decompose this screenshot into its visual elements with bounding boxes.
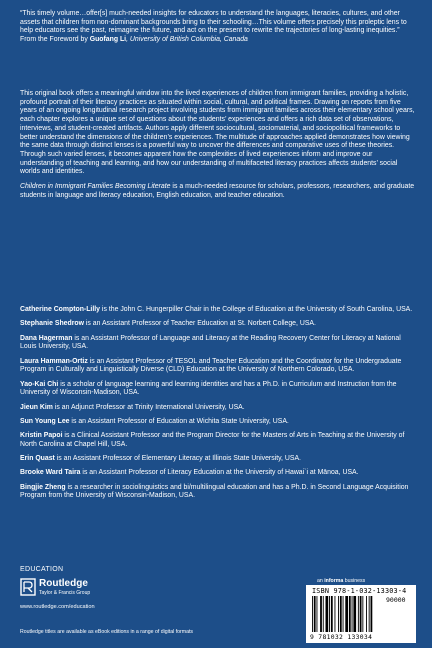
author-bio-text: is an Assistant Professor of Language and Literacy at the Reading Recovery Center for Literacy at National Louis University, USA. [20, 334, 401, 351]
author-name: Laura Hamman-Ortiz [20, 357, 88, 365]
barcode-bar [326, 596, 329, 632]
author-bio [20, 432, 416, 449]
author-bio-text: is a scholar of language learning and learning identities and has a Ph.D. in Curriculum and Instruction from the University of Wisconsin-Madison, USA. [20, 380, 397, 397]
barcode-bar [362, 596, 363, 632]
author-bio [20, 404, 416, 413]
author-bio-text: is an Assistant Professor of Elementary Literacy at Illinois State University, USA. [54, 455, 301, 463]
author-name: Catherine Compton-Lilly [20, 306, 101, 313]
description-paragraph-2 [20, 183, 416, 200]
barcode-bar [353, 596, 356, 632]
routledge-logo-icon [20, 578, 36, 596]
author-bio [20, 455, 416, 464]
isbn-label: ISBN 978-1-032-13303-4 [312, 587, 407, 595]
author-bio [20, 306, 416, 315]
author-name: Bingjie Zheng [20, 483, 66, 491]
barcode-bar [314, 596, 316, 632]
publisher-name: Routledge [39, 578, 88, 589]
author-bio [20, 320, 416, 329]
publisher-block [20, 566, 250, 610]
barcode-bar [352, 596, 353, 632]
publisher-url: www.routledge.com/education [20, 604, 95, 610]
author-bio [20, 469, 416, 478]
barcode-bar [345, 596, 348, 632]
author-bio [20, 335, 416, 352]
barcode-bar [335, 596, 336, 632]
author-name: Sun Young Lee [20, 417, 70, 425]
barcode-bar [343, 596, 344, 632]
barcode-bar [320, 596, 322, 632]
attribution-name: Guofang Li [89, 35, 127, 43]
author-name: Yao-Kai Chi [20, 380, 59, 388]
author-bio [20, 358, 416, 375]
quote-text: “This timely volume…offer[s] much-needed insights for educators to understand the languages, literacies, cultures, and other assets that children from non-dominant backgrounds bring to their schooling…This volume offers precisely this proleptic lens to help educators see the past, reimagine the future, and act on the present to rewrite the trajectories of long-lasting inequities.” [20, 10, 407, 35]
description-paragraph: This original book offers a meaningful window into the lived experiences of children from immigrant families, providing a holistic, profound portrait of their literacy practices as situated within social, cultural, and political frames. Drawing on reports from five years of an ongoing longitudinal research project involving students from immigrant families across their elementary school years, each chapter explores a unique set of questions about the students’ experiences and offers a rich data set of observations, interviews, and student-created artifacts. Authors apply different sociocultural, sociomaterial, and sociopolitical frameworks to better understand the dimensions of the children’s experiences. The multitude of approaches applied demonstrates how viewing the same data through distinct lenses is a powerful way to uncover the differences and comparative uses of these theories. Through such varied lenses, it becomes apparent how the complexities of lived experiences inform and improve our understanding of teaching and learning, and how our understanding of multifaceted literacy practices affects students’ social worlds and identities. [20, 90, 415, 176]
barcode-bar [366, 596, 367, 632]
book-title-italic: Children in Immigrant Families Becoming Literate [20, 183, 171, 191]
author-bios [20, 306, 416, 507]
author-name: Jieun Kim [20, 403, 53, 411]
quote-attribution [20, 36, 416, 45]
publisher-subtitle: Taylor & Francis Group [39, 590, 91, 596]
author-name: Kristin Papoi [20, 432, 63, 440]
attribution-prefix: From the Foreword by [20, 35, 90, 43]
barcode-bar [323, 596, 324, 632]
author-bio-text: is a Clinical Assistant Professor and the Program Director for the Masters of Arts in Teaching at the University of North Carolina at Chapel Hill, USA. [20, 432, 405, 448]
barcode-bar [371, 596, 373, 632]
author-bio-text: is an Adjunct Professor at Trinity International University, USA. [52, 403, 245, 411]
barcode-bar [312, 596, 313, 632]
author-bio-text: is a researcher in sociolinguistics and bi/multilingual education and has a Ph.D. in Second Language Acquisition Program from the University of Wisconsin-Madison, USA. [20, 483, 409, 500]
ebook-note: Routledge titles are available as eBook editions in a range of digital formats [20, 629, 194, 635]
author-name: Erin Quast [20, 455, 55, 463]
barcode-bar [349, 596, 351, 632]
author-name: Stephanie Shedrow [20, 320, 84, 328]
barcode-bars [312, 596, 412, 632]
author-bio-text: is the John C. Hungerpiller Chair in the College of Education at the University of South Carolina, USA. [100, 306, 413, 313]
barcode-bar [340, 596, 342, 632]
publisher-logo-block [20, 578, 160, 600]
informa-suffix: business [343, 578, 366, 584]
barcode-bar [331, 596, 333, 632]
foreword-quote [20, 10, 416, 44]
informa-brand: informa [324, 578, 344, 584]
informa-prefix: an [317, 578, 325, 584]
barcode-bar [358, 596, 359, 632]
barcode-number: 9 781032 133034 [310, 633, 373, 641]
book-description [20, 90, 416, 206]
isbn-barcode [306, 585, 416, 643]
barcode-bar [369, 596, 370, 632]
author-bio-text: is an Assistant Professor of Education at Wichita State University, USA. [69, 417, 289, 425]
author-bio [20, 484, 416, 501]
attribution-affiliation: , University of British Columbia, Canada [126, 35, 248, 43]
barcode-bar [317, 596, 318, 632]
author-bio-text: is an Assistant Professor of Literacy Education at the University of Hawai`i at Mānoa, USA. [80, 469, 359, 477]
author-name: Dana Hagerman [20, 334, 73, 342]
author-bio-text: is an Assistant Professor of TESOL and Teacher Education and the Coordinator for the Undergraduate Program in Culturally and Linguistically Diverse (CLD) Education at the University of Northern Colorado, USA. [20, 357, 402, 374]
barcode-bar [329, 596, 330, 632]
barcode-bar [360, 596, 362, 632]
author-bio [20, 381, 416, 398]
barcode-bar [338, 596, 339, 632]
author-name: Brooke Ward Taira [20, 469, 81, 477]
price-code: 90000 [386, 596, 406, 604]
informa-business-label [317, 578, 365, 584]
subject-category: EDUCATION [20, 566, 64, 573]
author-bio-text: is an Assistant Professor of Teacher Education at St. Norbert College, USA. [83, 320, 316, 328]
author-bio [20, 418, 416, 427]
description-paragraph-2-text: is a much-needed resource for scholars, professors, researchers, and graduate students in language and literacy education, English education, and teacher education. [20, 183, 415, 199]
